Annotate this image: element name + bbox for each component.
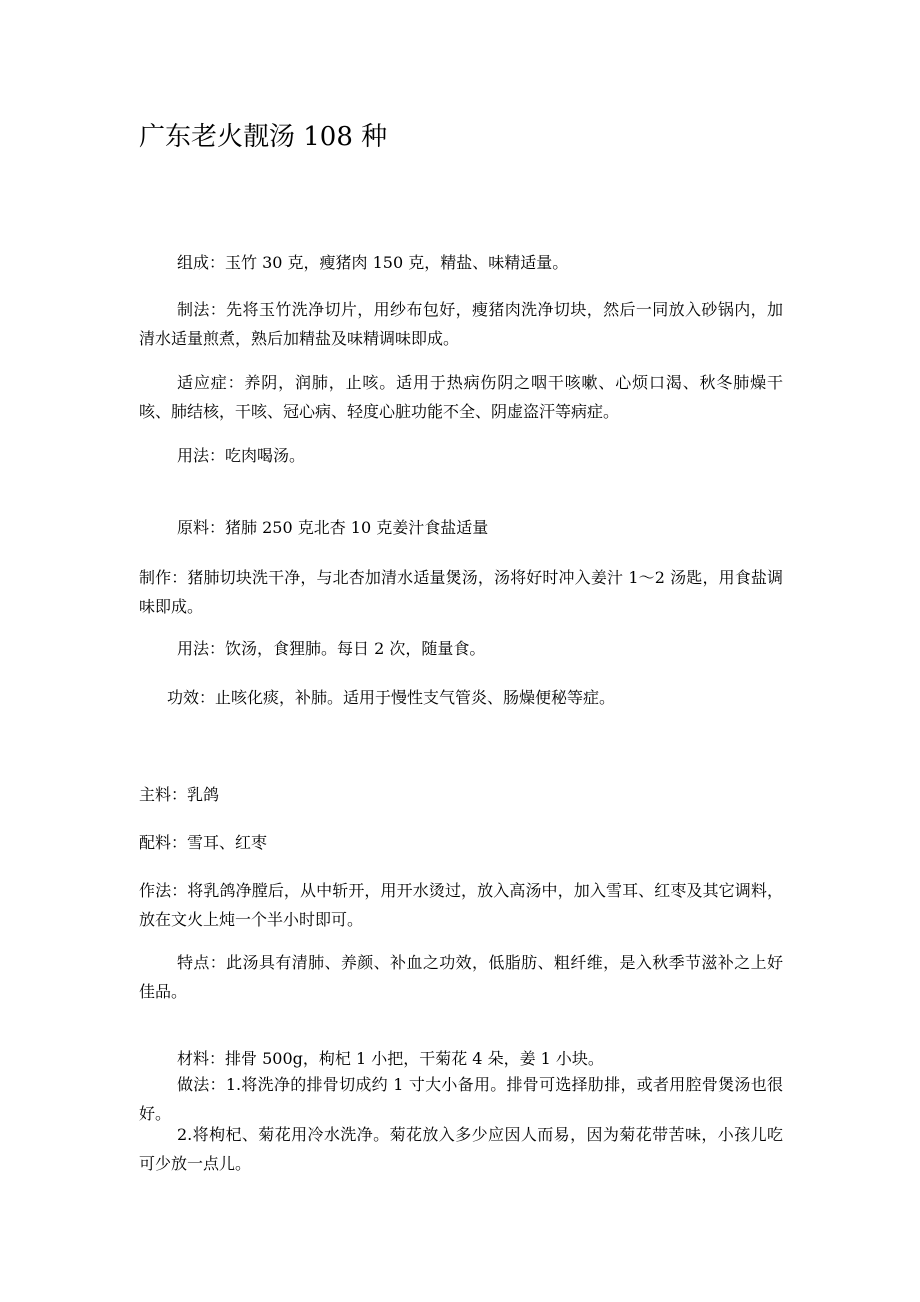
recipe1-usage: 用法：吃肉喝汤。: [177, 446, 306, 465]
recipe1-indications: 适应症：养阴，润肺，止咳。适用于热病伤阴之咽干咳嗽、心烦口渴、秋冬肺燥干咳、肺结核，干咳、冠心病、轻度心脏功能不全、阴虚盗汗等病症。: [139, 373, 783, 421]
recipe4-materials: 材料：排骨 500g，枸杞 1 小把，干菊花 4 朵，姜 1 小块。: [177, 1049, 604, 1068]
recipe1-method: 制法：先将玉竹洗净切片，用纱布包好，瘦猪肉洗净切块，然后一同放入砂锅内，加清水适量煎煮，熟后加精盐及味精调味即成。: [139, 300, 783, 348]
recipe4-step2: 2.将枸杞、菊花用冷水洗净。菊花放入多少应因人而易，因为菊花带苦味，小孩儿吃可少放一点儿。: [139, 1125, 783, 1173]
recipe2-effect: 功效：止咳化痰，补肺。适用于慢性支气管炎、肠燥便秘等症。: [167, 688, 616, 707]
recipe3-main-ingredient: 主料：乳鸽: [139, 785, 220, 804]
recipe2-method: 制作：猪肺切块洗干净，与北杏加清水适量煲汤，汤将好时冲入姜汁 1～2 汤匙，用食盐调味即成。: [139, 568, 783, 616]
recipe3-features: 特点：此汤具有清肺、养颜、补血之功效，低脂肪、粗纤维，是入秋季节滋补之上好佳品。: [139, 953, 783, 1001]
recipe1-ingredients: 组成：玉竹 30 克，瘦猪肉 150 克，精盐、味精适量。: [177, 253, 569, 272]
document-title: 广东老火靓汤 108 种: [139, 122, 388, 152]
recipe2-ingredients: 原料：猪肺 250 克北杏 10 克姜汁食盐适量: [177, 518, 489, 537]
recipe3-method: 作法：将乳鸽净膛后，从中斩开，用开水烫过，放入高汤中，加入雪耳、红枣及其它调料，放在文火上炖一个半小时即可。: [139, 881, 783, 929]
recipe4-step1: 做法：1.将洗净的排骨切成约 1 寸大小备用。排骨可选择肋排，或者用腔骨煲汤也很好。: [139, 1075, 783, 1123]
recipe3-secondary-ingredients: 配料：雪耳、红枣: [139, 833, 268, 852]
recipe2-usage: 用法：饮汤，食狸肺。每日 2 次，随量食。: [177, 639, 486, 658]
